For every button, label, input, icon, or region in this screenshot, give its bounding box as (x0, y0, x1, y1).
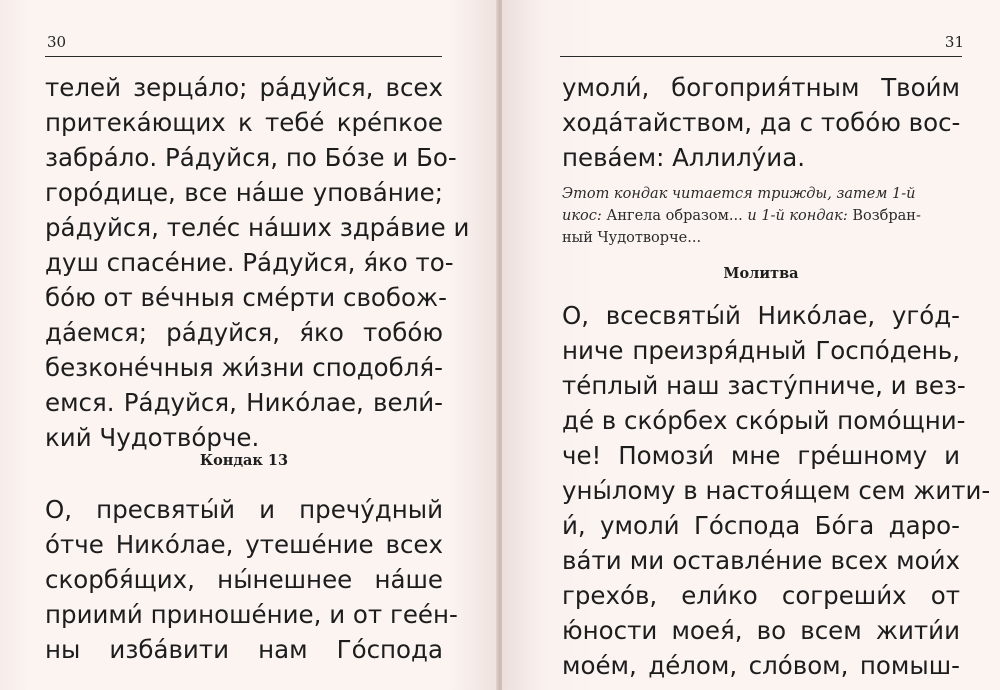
text-line: пева́ем: Аллилу́иа. (562, 143, 806, 172)
rubric-note (562, 183, 960, 249)
text-line: емся. Ра́дуйся, Нико́лае, вели́- (45, 388, 443, 417)
note-italic: икос: (562, 208, 607, 224)
text-line: грехо́в, ели́ко согреши́х от (562, 581, 960, 610)
text-line: душ спасе́ние. Ра́дуйся, я́ко то- (45, 248, 454, 277)
text-line: ю́ности моея́, во всем жити́и (562, 616, 960, 645)
text-line: уны́лому в настоя́щем сем жити- (562, 476, 991, 505)
left-paragraph-1 (45, 70, 470, 455)
page-number-left: 30 (47, 33, 67, 51)
right-paragraph-2 (562, 298, 991, 683)
text-line: хода́тайством, да с тобо́ю вос- (562, 108, 961, 137)
text-line: умоли́, богоприя́тным Твои́м (562, 73, 960, 102)
page-number-right: 31 (944, 33, 964, 51)
note-line: ный Чудотворче... (562, 230, 702, 246)
text-line: кий Чудотво́рче. (45, 423, 260, 452)
header-rule-right (560, 56, 962, 57)
note-plain: Ангела образом... (606, 208, 743, 224)
right-page (502, 0, 1000, 690)
text-line: телей зерца́ло; ра́дуйся, всех (45, 73, 443, 102)
text-line: горо́дице, все на́ше упова́ние; (45, 178, 443, 207)
text-line: О, всесвяты́й Нико́лае, уго́д- (562, 301, 960, 330)
text-line: и́, умоли́ Го́спода Бо́га даро- (562, 511, 960, 540)
note-plain: Возбран- (852, 208, 921, 224)
text-line: ны изба́вити нам Го́спода (45, 635, 443, 664)
note-italic: и 1-й кондак: (742, 208, 853, 224)
left-paragraph-2 (45, 492, 458, 667)
section-heading-prayer: Молитва (723, 265, 799, 282)
text-line: о́тче Нико́лае, утеше́ние всех (45, 530, 443, 559)
text-line: ва́ти ми оставле́ние всех мои́х (562, 546, 960, 575)
section-heading-kondak: Кондак 13 (199, 452, 289, 469)
text-line: те́плый наш засту́пниче, и вез- (562, 371, 966, 400)
text-line: безконе́чныя жи́зни сподобля́- (45, 353, 443, 382)
text-line: бо́ю от ве́чныя сме́рти свобож- (45, 283, 447, 312)
note-line (562, 205, 960, 227)
note-line: Этот кондак читается трижды, затем 1-й (562, 186, 916, 202)
text-line: мое́м, де́лом, сло́вом, помыш- (562, 651, 960, 680)
text-line: притека́ющих к тебе́ кре́пкое (45, 108, 443, 137)
text-line: ниче преизря́дный Госпо́день, (562, 336, 960, 365)
left-page (0, 0, 498, 690)
text-line: че! Помози́ мне гре́шному и (562, 441, 960, 470)
text-line: ра́дуйся, теле́с на́ших здра́вие и (45, 213, 470, 242)
text-line: О, пресвяты́й и пречу́дный (45, 495, 443, 524)
text-line: скорбя́щих, ны́нешнее на́ше (45, 565, 443, 594)
text-line: де́ в ско́рбех ско́рый помо́щни- (562, 406, 966, 435)
header-rule-left (45, 56, 442, 57)
text-line: да́емся; ра́дуйся, я́ко тобо́ю (45, 318, 443, 347)
right-paragraph-1 (562, 70, 960, 175)
text-line: приими́ приноше́ние, и от гее́н- (45, 600, 458, 629)
text-line: забра́ло. Ра́дуйся, по Бо́зе и Бо- (45, 143, 457, 172)
